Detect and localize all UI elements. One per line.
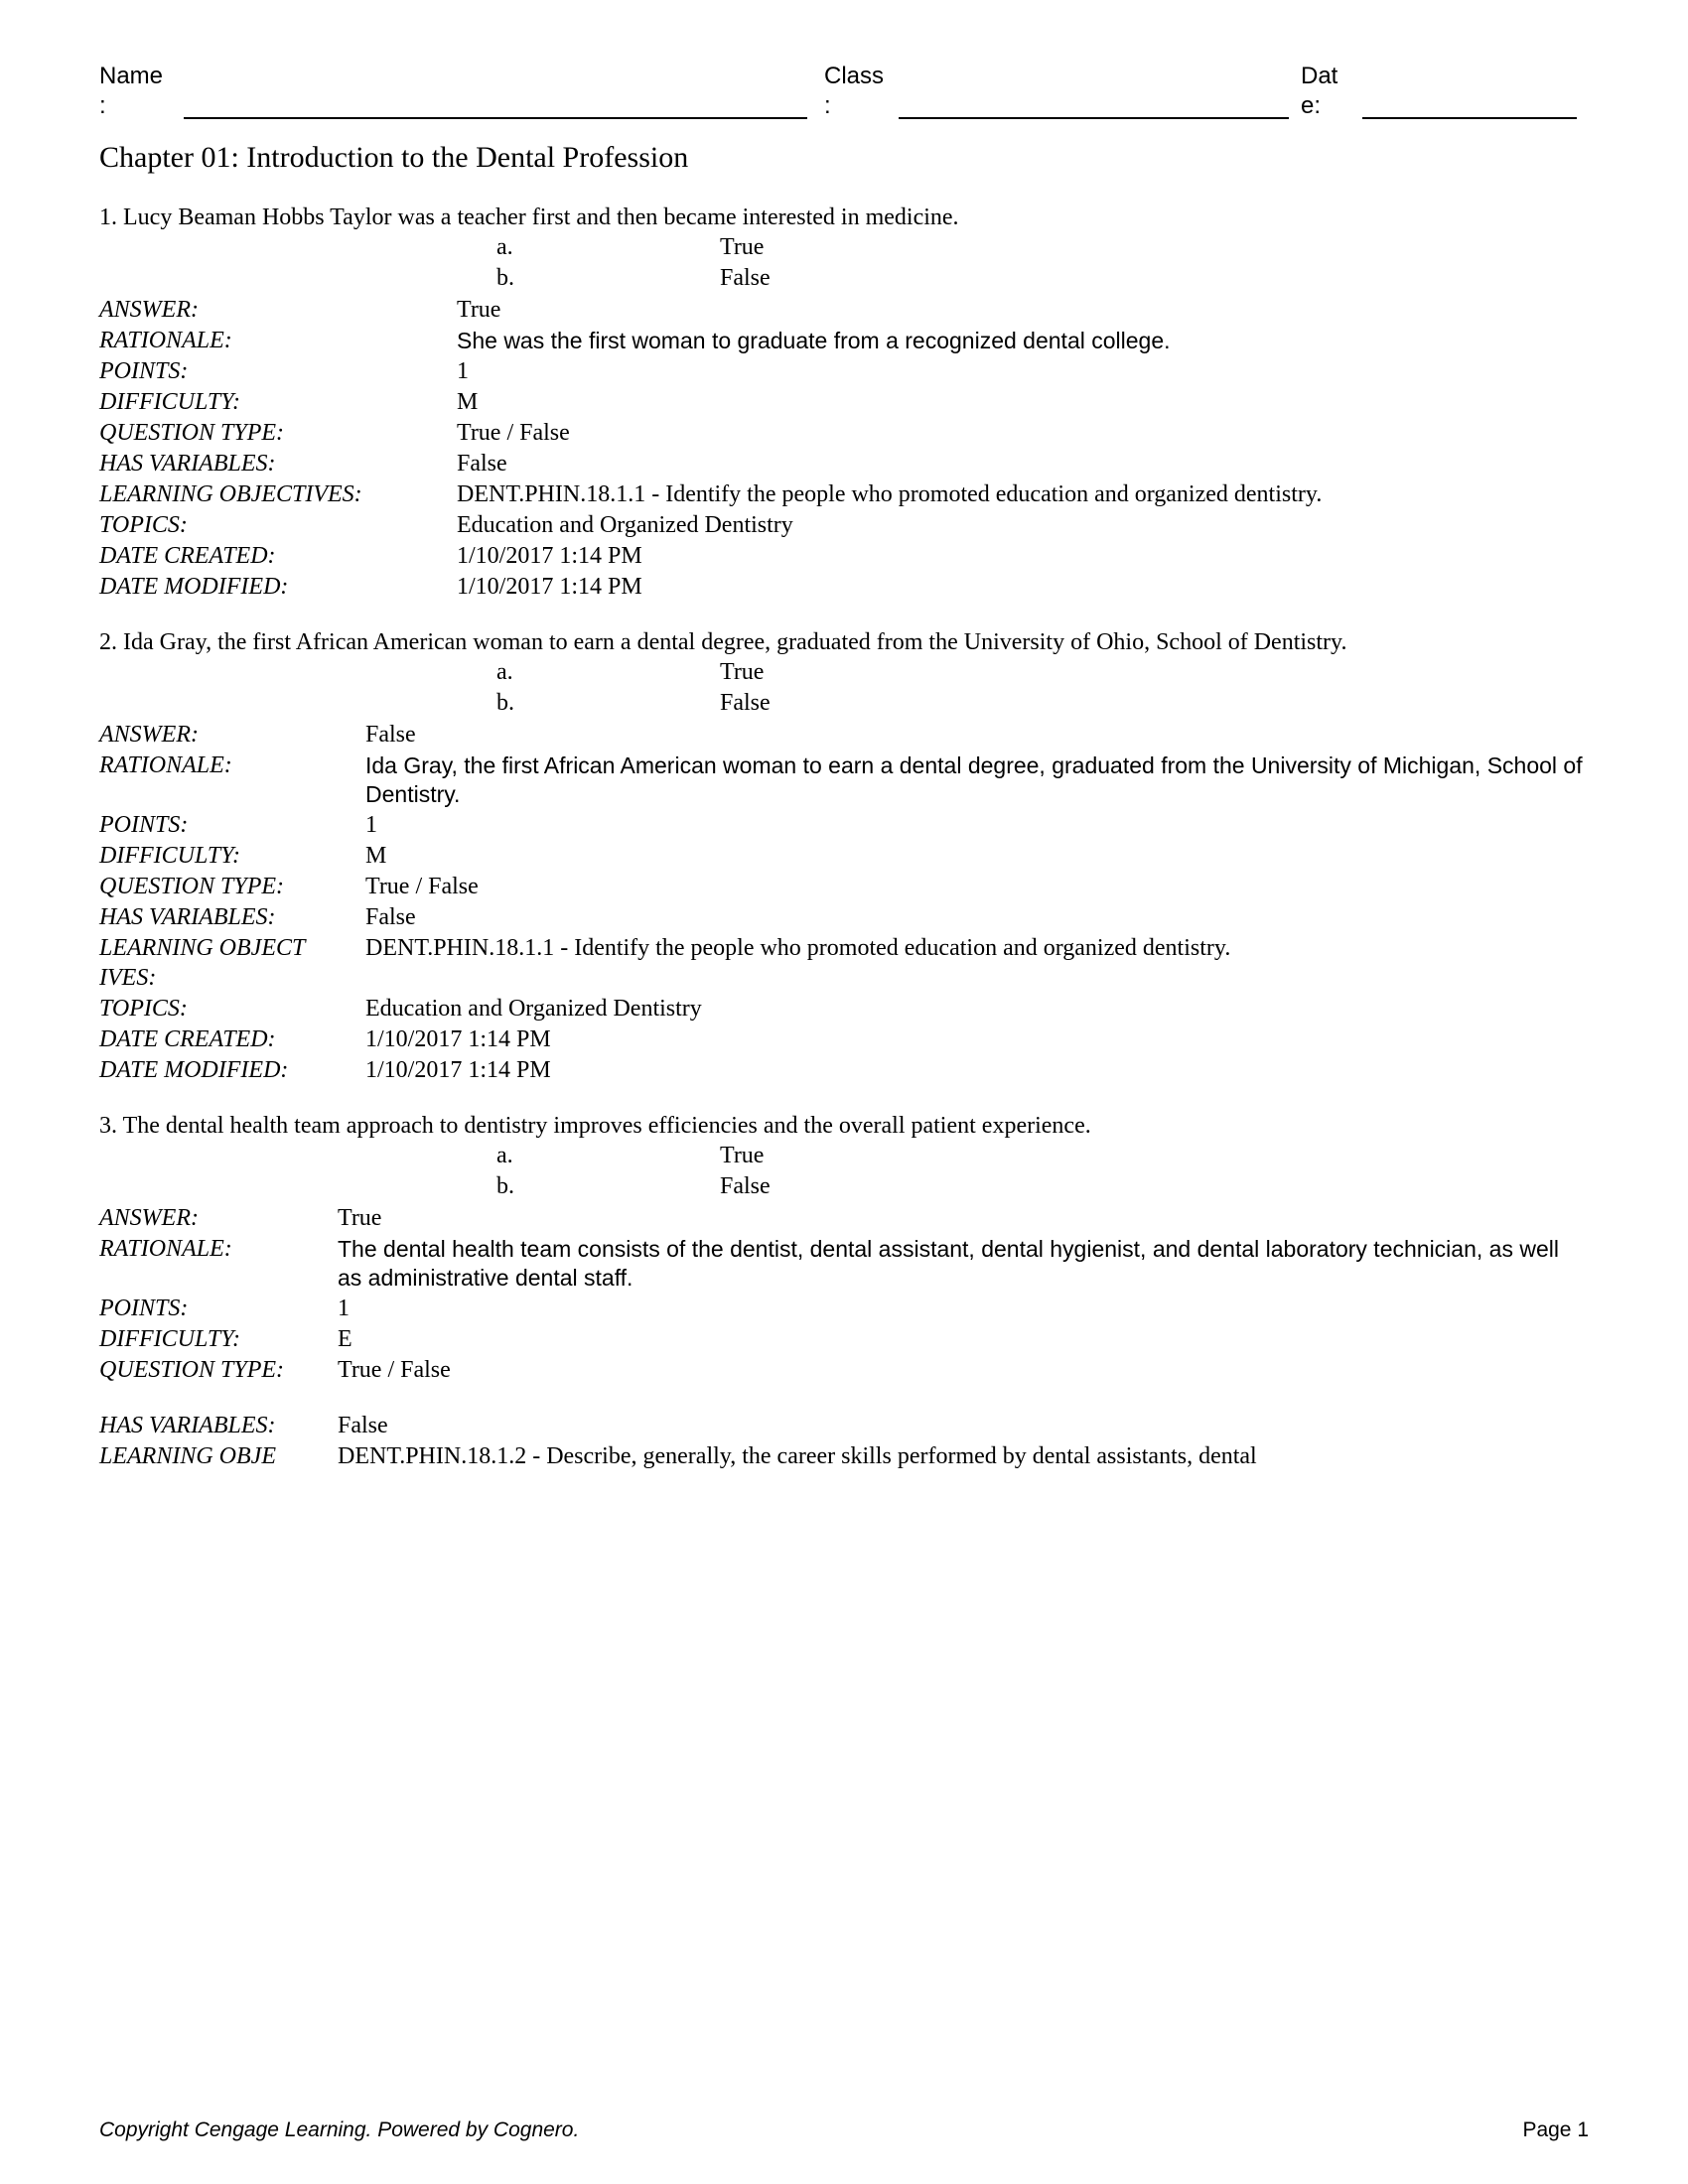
option-letter: b. [496,1173,514,1199]
class-underline [899,85,1289,119]
metadata-value: 1 [338,1296,350,1321]
metadata-label: RATIONALE: [99,752,232,778]
question-metadata [99,1203,1589,1471]
metadata-row [99,479,1589,509]
date-underline [1362,85,1577,119]
metadata-row [99,572,1589,602]
option-label: False [720,690,771,716]
metadata-row [99,295,1589,325]
metadata-value: DENT.PHIN.18.1.2 - Describe, generally, the career skills performed by dental assistants, dental [338,1443,1257,1469]
metadata-row [99,841,1589,871]
option-row [99,688,1589,719]
metadata-row [99,1234,1589,1293]
option-letter: b. [496,690,514,716]
name-label [99,62,184,121]
name-label-line2: : [99,92,106,119]
metadata-value: 1 [457,358,469,384]
date-label-line2: e: [1301,92,1322,119]
metadata-label: ANSWER: [99,1205,199,1231]
metadata-row [99,1024,1589,1054]
metadata-value: Education and Organized Dentistry [365,996,702,1022]
metadata-value: DENT.PHIN.18.1.1 - Identify the people who promoted education and organized dentistry. [365,935,1231,961]
metadata-label: DIFFICULTY: [99,1326,240,1352]
class-label-line1: Class [824,63,885,89]
metadata-value: True / False [457,420,570,446]
page-number: Page 1 [1522,2118,1589,2141]
metadata-label: QUESTION TYPE: [99,420,285,446]
option-row [99,657,1589,688]
option-row [99,1171,1589,1202]
metadata-label: LEARNING OBJECTIVES: [99,481,362,507]
metadata-row [99,356,1589,386]
metadata-label: POINTS: [99,358,189,384]
metadata-row [99,933,1589,993]
question-text: 2. Ida Gray, the first African American woman to earn a dental degree, graduated from the University of Ohio, School of Dentistry. [99,629,1347,655]
metadata-value: True / False [365,874,479,899]
question-text: 3. The dental health team approach to dentistry improves efficiencies and the overall patient experience. [99,1113,1091,1139]
metadata-row [99,1411,1589,1440]
metadata-row [99,449,1589,478]
date-label-line1: Dat [1301,63,1338,89]
metadata-value: 1 [365,812,377,838]
class-label [824,62,899,121]
metadata-row [99,326,1589,355]
date-field [1301,62,1577,121]
page-header [99,62,1589,121]
metadata-value: Ida Gray, the first African American woman to earn a dental degree, graduated from the University of Michigan, School of Dentistry. [365,752,1583,807]
question-block [99,627,1589,1085]
metadata-row [99,1294,1589,1323]
metadata-row [99,387,1589,417]
metadata-value: False [365,722,416,748]
metadata-label: LEARNING OBJECT IVES: [99,935,306,991]
metadata-row [99,1355,1589,1385]
metadata-label: DIFFICULTY: [99,843,240,869]
metadata-label: ANSWER: [99,722,199,748]
metadata-label: QUESTION TYPE: [99,1357,285,1383]
metadata-row [99,751,1589,809]
option-label: False [720,1173,771,1199]
metadata-row [99,902,1589,932]
metadata-label: RATIONALE: [99,328,232,353]
metadata-value: False [457,451,507,477]
option-letter: a. [496,1143,513,1168]
metadata-value: DENT.PHIN.18.1.1 - Identify the people who promoted education and organized dentistry. [457,481,1323,507]
class-label-line2: : [824,92,831,119]
metadata-row [99,720,1589,750]
metadata-value: 1/10/2017 1:14 PM [457,574,642,600]
metadata-label: HAS VARIABLES: [99,1413,276,1438]
copyright-text: Copyright Cengage Learning. Powered by Cognero. [99,2118,580,2141]
option-label: False [720,265,771,291]
metadata-row [99,994,1589,1024]
metadata-value: False [338,1413,388,1438]
metadata-label: TOPICS: [99,512,188,538]
metadata-row [99,1324,1589,1354]
metadata-label: QUESTION TYPE: [99,874,285,899]
option-letter: a. [496,659,513,685]
metadata-row [99,510,1589,540]
metadata-value: True [457,297,501,323]
option-row [99,232,1589,263]
metadata-label: POINTS: [99,1296,189,1321]
metadata-label: DATE CREATED: [99,543,276,569]
option-row [99,263,1589,294]
class-field [824,62,1289,121]
metadata-value: 1/10/2017 1:14 PM [365,1057,551,1083]
metadata-label: LEARNING OBJE [99,1443,276,1469]
answer-options [99,232,1589,294]
metadata-label: DATE MODIFIED: [99,574,289,600]
option-label: True [720,1143,765,1168]
name-underline [184,85,807,119]
metadata-row [99,1441,1589,1471]
option-label: True [720,234,765,260]
question-metadata [99,720,1589,1085]
metadata-row [99,1203,1589,1233]
name-label-line1: Name [99,63,164,89]
metadata-value: Education and Organized Dentistry [457,512,793,538]
option-label: True [720,659,765,685]
answer-options [99,657,1589,719]
metadata-value: False [365,904,416,930]
metadata-value: E [338,1326,352,1352]
metadata-value: The dental health team consists of the dentist, dental assistant, dental hygienist, and dental laboratory technician, as well as administrative dental staff. [338,1236,1559,1291]
metadata-label: POINTS: [99,812,189,838]
metadata-label: RATIONALE: [99,1236,232,1262]
metadata-value: She was the first woman to graduate from a recognized dental college. [457,328,1171,353]
metadata-label: DATE CREATED: [99,1026,276,1052]
metadata-value: 1/10/2017 1:14 PM [457,543,642,569]
metadata-label: ANSWER: [99,297,199,323]
question-metadata [99,295,1589,602]
date-label [1301,62,1362,121]
question-block [99,1111,1589,1471]
metadata-value: True [338,1205,382,1231]
answer-options [99,1141,1589,1202]
metadata-row [99,541,1589,571]
question-text: 1. Lucy Beaman Hobbs Taylor was a teacher first and then became interested in medicine. [99,205,959,230]
metadata-row [99,810,1589,840]
metadata-value: M [457,389,479,415]
metadata-row [99,1055,1589,1085]
metadata-label: TOPICS: [99,996,188,1022]
metadata-value: 1/10/2017 1:14 PM [365,1026,551,1052]
metadata-row [99,872,1589,901]
questions-container [99,203,1589,1471]
metadata-label: DATE MODIFIED: [99,1057,289,1083]
metadata-value: True / False [338,1357,451,1383]
metadata-row [99,418,1589,448]
metadata-label: HAS VARIABLES: [99,904,276,930]
option-letter: b. [496,265,514,291]
metadata-label: HAS VARIABLES: [99,451,276,477]
metadata-label: DIFFICULTY: [99,389,240,415]
option-letter: a. [496,234,513,260]
metadata-value: M [365,843,387,869]
name-field [99,62,807,121]
chapter-title: Chapter 01: Introduction to the Dental Profession [99,141,689,174]
page-footer [99,2118,1589,2142]
question-block [99,203,1589,602]
option-row [99,1141,1589,1171]
